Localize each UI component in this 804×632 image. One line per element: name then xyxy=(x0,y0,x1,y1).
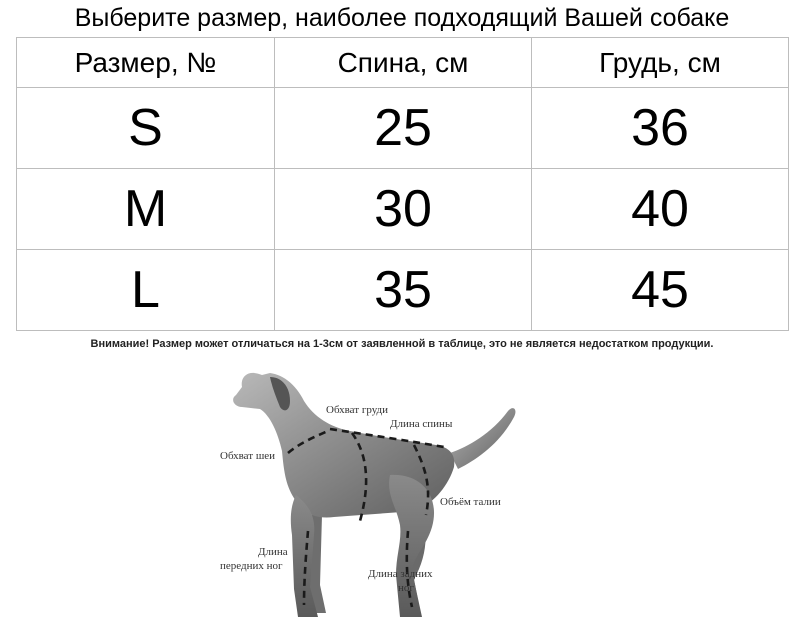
cell-back: 25 xyxy=(275,88,532,169)
size-table xyxy=(16,37,789,331)
dog-illustration xyxy=(200,355,560,632)
label-neck-girth: Обхват шеи xyxy=(220,450,276,462)
label-chest-girth: Обхват груди xyxy=(326,404,388,416)
header-size: Размер, № xyxy=(17,38,275,88)
label-hind-legs-2: ног xyxy=(398,582,414,594)
table-header-row xyxy=(17,38,789,88)
cell-chest: 36 xyxy=(532,88,789,169)
cell-size: M xyxy=(17,169,275,250)
disclaimer-note: Внимание! Размер может отличаться на 1-3см от заявленной в таблице, это не является недостатком продукции. xyxy=(90,338,714,350)
label-front-legs-2: передних ног xyxy=(220,560,283,572)
table-row xyxy=(17,250,789,331)
cell-size: S xyxy=(17,88,275,169)
label-hind-legs-1: Длина задних xyxy=(368,568,433,580)
cell-chest: 45 xyxy=(532,250,789,331)
table-row xyxy=(17,169,789,250)
page-title: Выберите размер, наиболее подходящий Вашей собаке xyxy=(74,4,730,32)
dog-measurement-diagram xyxy=(200,355,560,632)
table-row xyxy=(17,88,789,169)
cell-back: 30 xyxy=(275,169,532,250)
header-back: Спина, см xyxy=(275,38,532,88)
header-chest: Грудь, см xyxy=(532,38,789,88)
cell-size: L xyxy=(17,250,275,331)
label-front-legs-1: Длина xyxy=(258,546,288,558)
cell-chest: 40 xyxy=(532,169,789,250)
label-back-length: Длина спины xyxy=(390,418,453,430)
dog-tail xyxy=(450,408,515,469)
label-waist-girth: Объём талии xyxy=(440,496,501,508)
cell-back: 35 xyxy=(275,250,532,331)
